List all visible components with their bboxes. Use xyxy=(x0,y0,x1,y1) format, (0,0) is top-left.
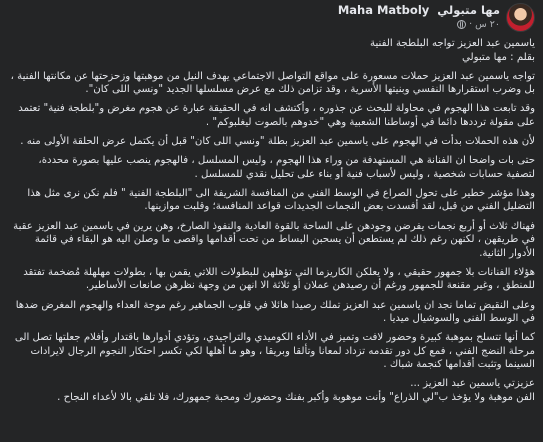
author-name-ar[interactable]: مها متبولي xyxy=(437,3,500,17)
post-header xyxy=(10,0,535,37)
post-paragraph: لأن هذه الحملات بدأت في الهجوم على ياسمين عبد العزيز بطلة "ونسي اللى كان" قبل أن يكتمل عرض الحلقة الأولى منه . xyxy=(20,136,535,148)
post-paragraph: عزيزتي ياسمين عبد العزيز ... xyxy=(410,378,535,390)
author-name[interactable] xyxy=(338,3,500,17)
post-time[interactable]: ٢٠ س xyxy=(475,19,500,30)
post-paragraph: حتى بات واضحا ان الفنانة هي المستهدفة من وراء هذا الهجوم ، وليس المسلسل ، فالهجوم ينصب عليها بصورة محددة، لتصفية حسابات شخصية ، وليس لأسباب فنية أو بناء على تحليل نقدي للمسلسل . xyxy=(38,155,535,180)
post-title: ياسمين عبد العزيز تواجه البلطجة الفنية xyxy=(370,38,535,49)
post-meta: ٢٠ س · xyxy=(338,19,500,30)
post-paragraph: فهناك ثلاث أو أربع نجمات يفرضن وجودهن على الساحة بالقوة العادية والنفوذ الصارخ، وهن يرين في ياسمين عبد العزيز عقبة في طريقهن ، لكنهن رغم ذلك لم يستطعن أن يسحبن البساط من تحت أقدامها واقصى ما وصلن اليه هو البقاء في قائمة الأدوار الثانية. xyxy=(13,220,535,259)
post-paragraph: هؤلاء الفنانات بلا جمهور حقيقي ، ولا يعلكن الكاريزما التي تؤهلهن للبطولات اللاتي يقمن بها ، بطولات مهلهلة مُضخمة تفتقد للمنطق ، وغير مقنعة للجمهور ورغم أن رصيدهن عملان أو ثلاثة الا انهن من وجهة نظرهن صانعات الأساطير. xyxy=(23,266,535,292)
post-paragraph: وعلى النقيض تماما نجد ان ياسمين عبد العزيز تملك رصيدا هائلا في قلوب الجماهير رغم موجة العداء والهجوم المغرض ضدها في الوسط الفنى والسوشيال ميديا . xyxy=(15,299,535,325)
post-paragraph: كما أنها تتسلح بموهبة كبيرة وحضور لافت وتميز في الأداء الكوميدي والتراجيدي، وتؤدي أدوارها باقتدار وأفلام جعلتها تصل الى مرحلة النضج الفني ، فمع كل دور تقدمه تزداد لمعانا وتألقا وبريقا ، وهو ما أهلها لكي تكسر احتكار النجوم الرجال لايرادات السينما وتثبت أقدامها كنجمة شباك . xyxy=(14,332,535,371)
post-paragraph: وهذا مؤشر خطير على تحول الصراع في الوسط الفني من المنافسة الشريفة الى "البلطجة الفنية " فلم نكن نرى مثل هذا التضليل الفني من قبل، لقد أفسدت بعض النجمات الجديدات قواعد المنافسة؛ وقلبت موازينها. xyxy=(27,187,535,213)
post-paragraph: تواجه ياسمين عبد العزيز حملات مسعورة على مواقع التواصل الاجتماعي يهدف النيل من موهبتها وزحزحتها عن مكانتها الفنية ، بل وضرب استقرارها النفسي وبنيتها الأسرية ، وقد تزامن ذلك مع عرض مسلسلها الجديد "ونسي اللى كان". xyxy=(10,70,535,96)
author-name-en[interactable]: Maha Matboly xyxy=(337,3,430,17)
globe-icon xyxy=(457,20,466,29)
author-info xyxy=(338,3,500,30)
author-avatar[interactable] xyxy=(506,3,535,32)
post-paragraph: وقد تابعت هذا الهجوم في محاولة للبحث عن جذوره ، وأكتشف انه في الحقيقة عبارة عن هجوم مغرض و"بلطجة فنية" تعتمد على مقولة ترددها دائما في أوساطنا الشعبية وهي "خدوهم بالصوت ليغلبوكم" . xyxy=(18,103,535,128)
post-paragraph: الفن موهبة ولا يؤخذ ب"لي الذراع" وأنت موهوبة وأكبر بفنك وحضورك ومحبة جمهورك، فلا تلقي بالا لأعداء النجاح . xyxy=(57,392,535,404)
post-byline: بقلم : مها متبولي xyxy=(461,51,535,63)
post-body xyxy=(10,37,535,405)
